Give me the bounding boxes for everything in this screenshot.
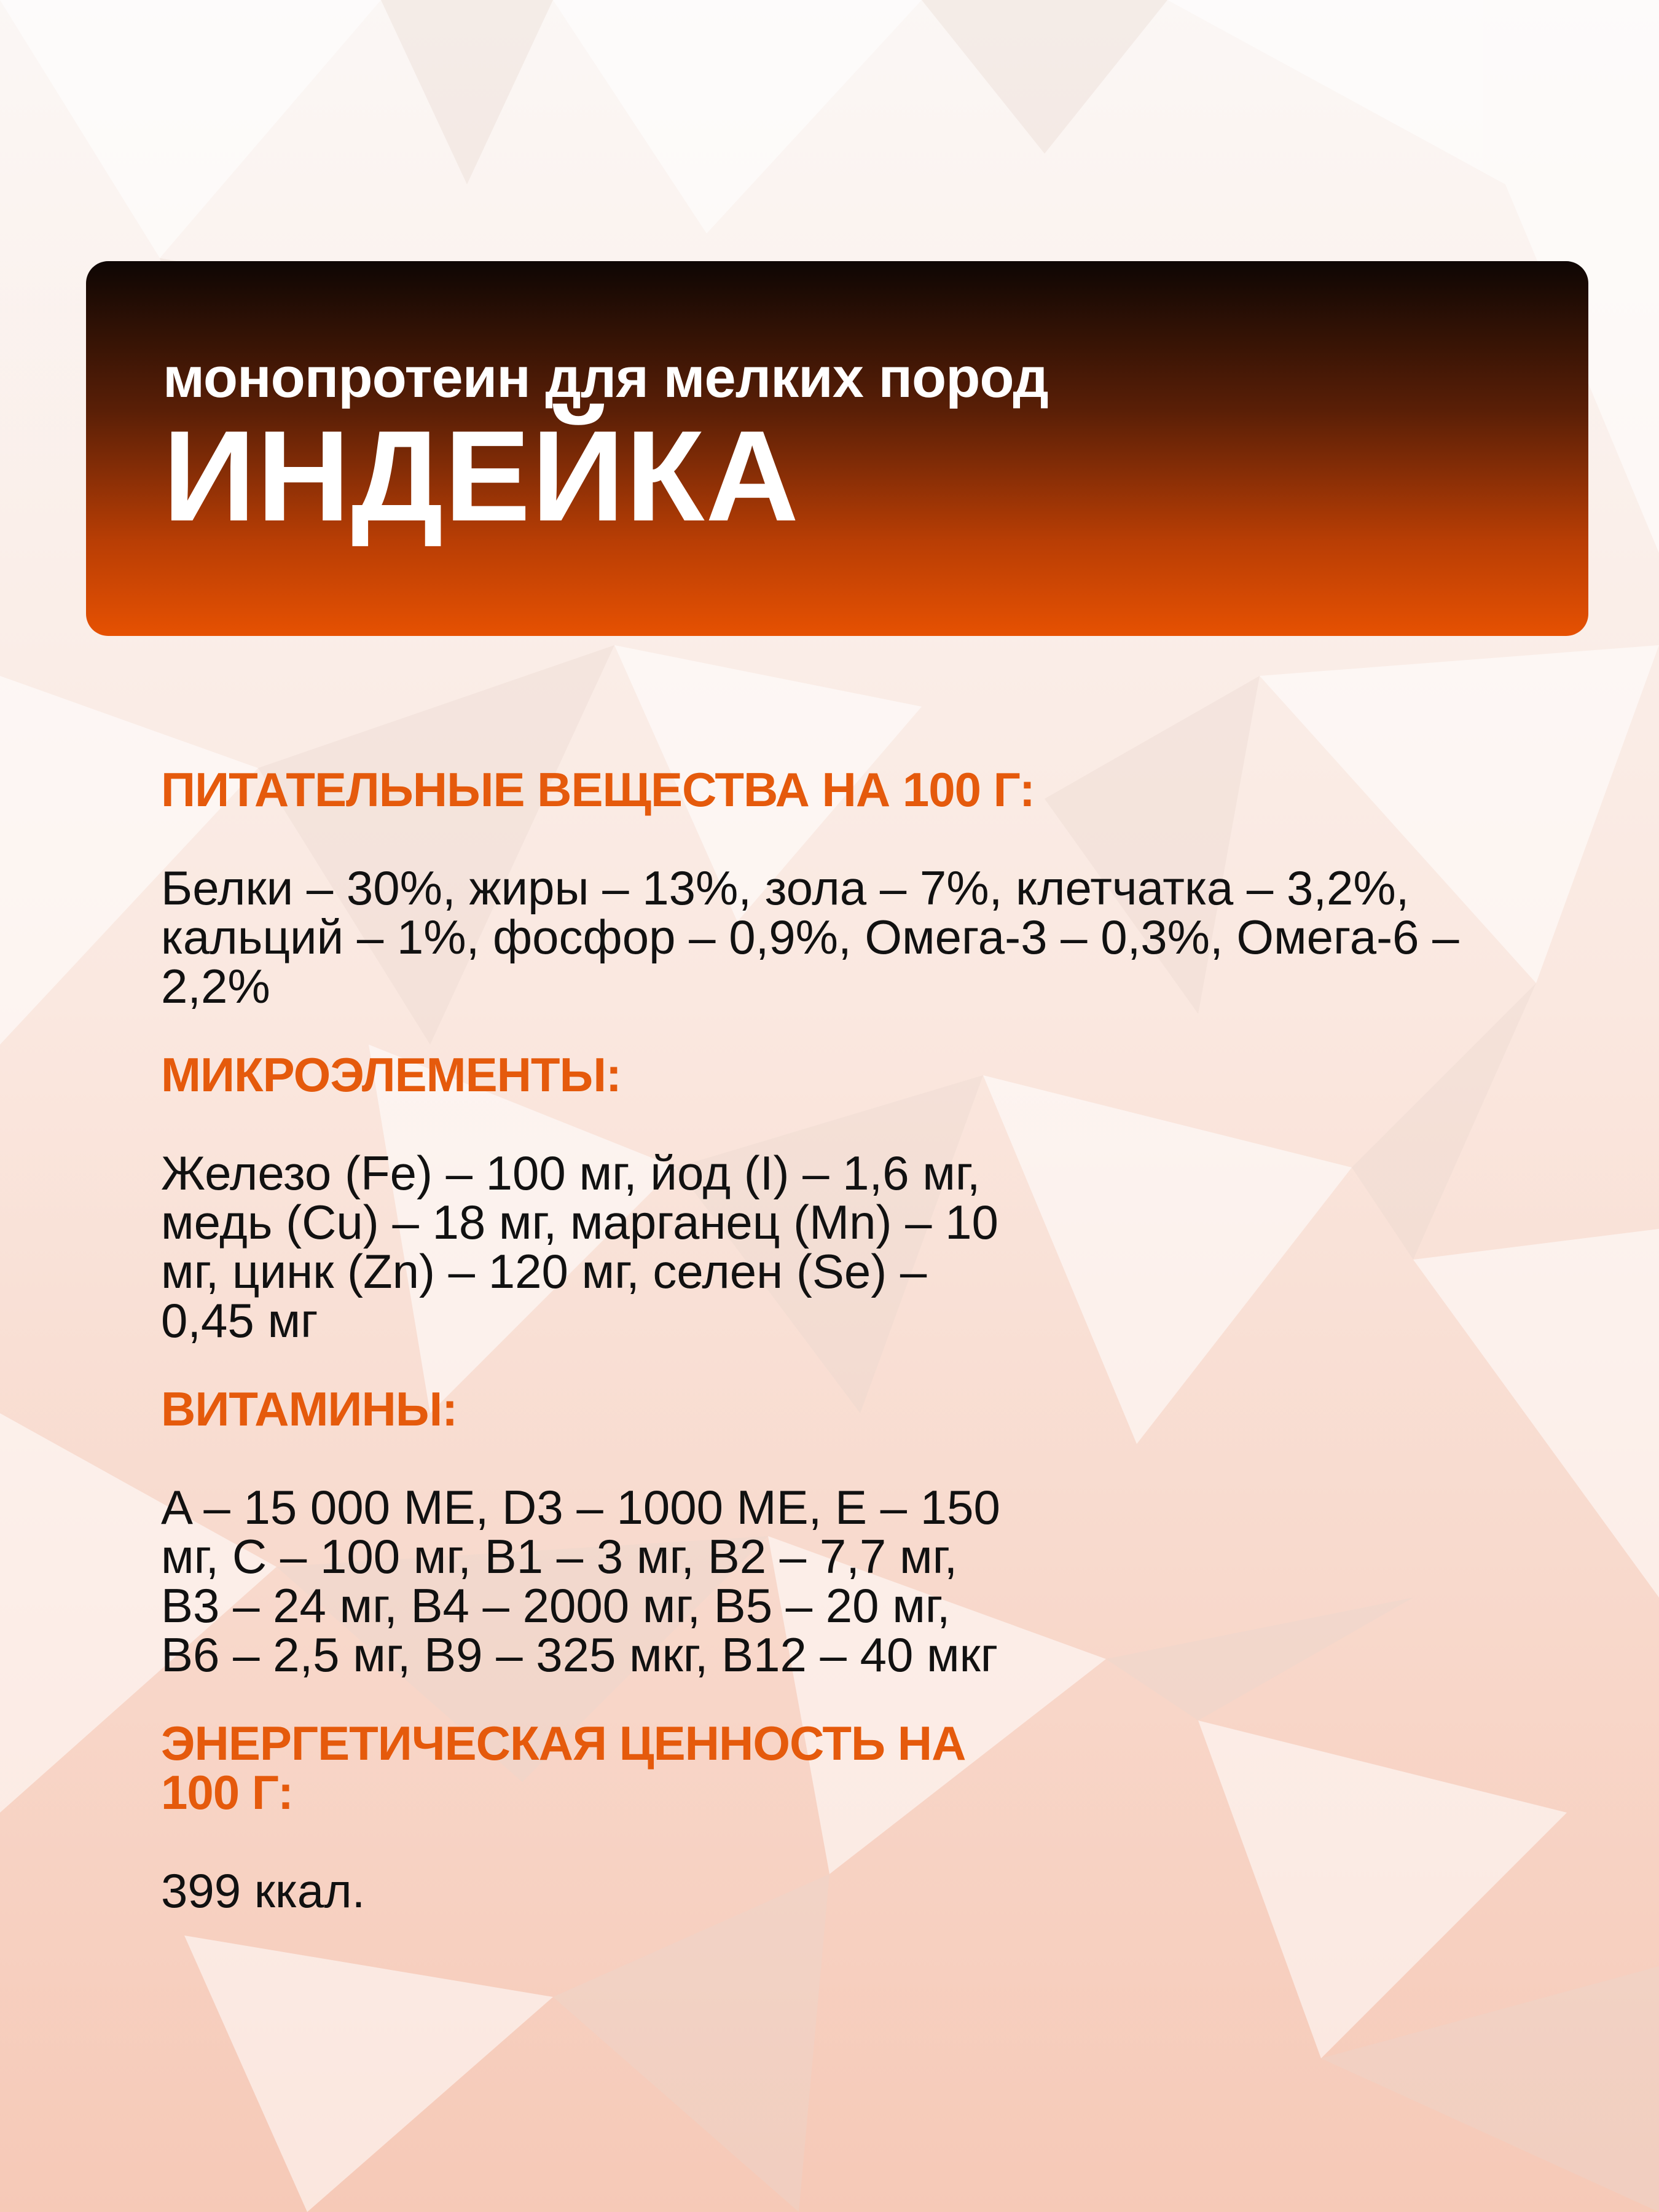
section-heading: ПИТАТЕЛЬНЫЕ ВЕЩЕСТВА НА 100 Г: — [161, 763, 1035, 817]
section-nutrients — [161, 765, 1574, 1011]
section-vitamins — [161, 1382, 1574, 1682]
section-body: Железо (Fe) – 100 мг, йод (I) – 1,6 мг, медь (Cu) – 18 мг, марганец (Mn) – 10 мг, цинк (Zn) – 120 мг, селен (Se) – 0,45 мг — [161, 1146, 998, 1347]
section-energy — [161, 1716, 1574, 1918]
title-banner — [86, 261, 1588, 636]
section-heading: МИКРОЭЛЕМЕНТЫ: — [161, 1048, 621, 1102]
product-subtitle: монопротеин для мелких пород — [163, 347, 1048, 409]
section-heading: ЭНЕРГЕТИЧЕСКАЯ ЦЕННОСТЬ НА 100 Г: — [161, 1716, 966, 1819]
section-microelements — [161, 1050, 1574, 1345]
nutrition-info — [161, 765, 1574, 1955]
section-body: 399 ккал. — [161, 1864, 366, 1918]
section-heading: ВИТАМИНЫ: — [161, 1382, 458, 1436]
product-title: ИНДЕЙКА — [163, 404, 801, 548]
section-body: A – 15 000 МЕ, D3 – 1000 МЕ, E – 150 мг, C – 100 мг, B1 – 3 мг, B2 – 7,7 мг, B3 – 24 мг, B4 – 2000 мг, B5 – 20 мг, B6 – 2,5 мг, B9 – 325 мкг, B12 – 40 мкг — [161, 1480, 1000, 1682]
section-body: Белки – 30%, жиры – 13%, зола – 7%, клетчатка – 3,2%, кальций – 1%, фосфор – 0,9%, Омега-3 – 0,3%, Омега-6 – 2,2% — [161, 861, 1459, 1013]
